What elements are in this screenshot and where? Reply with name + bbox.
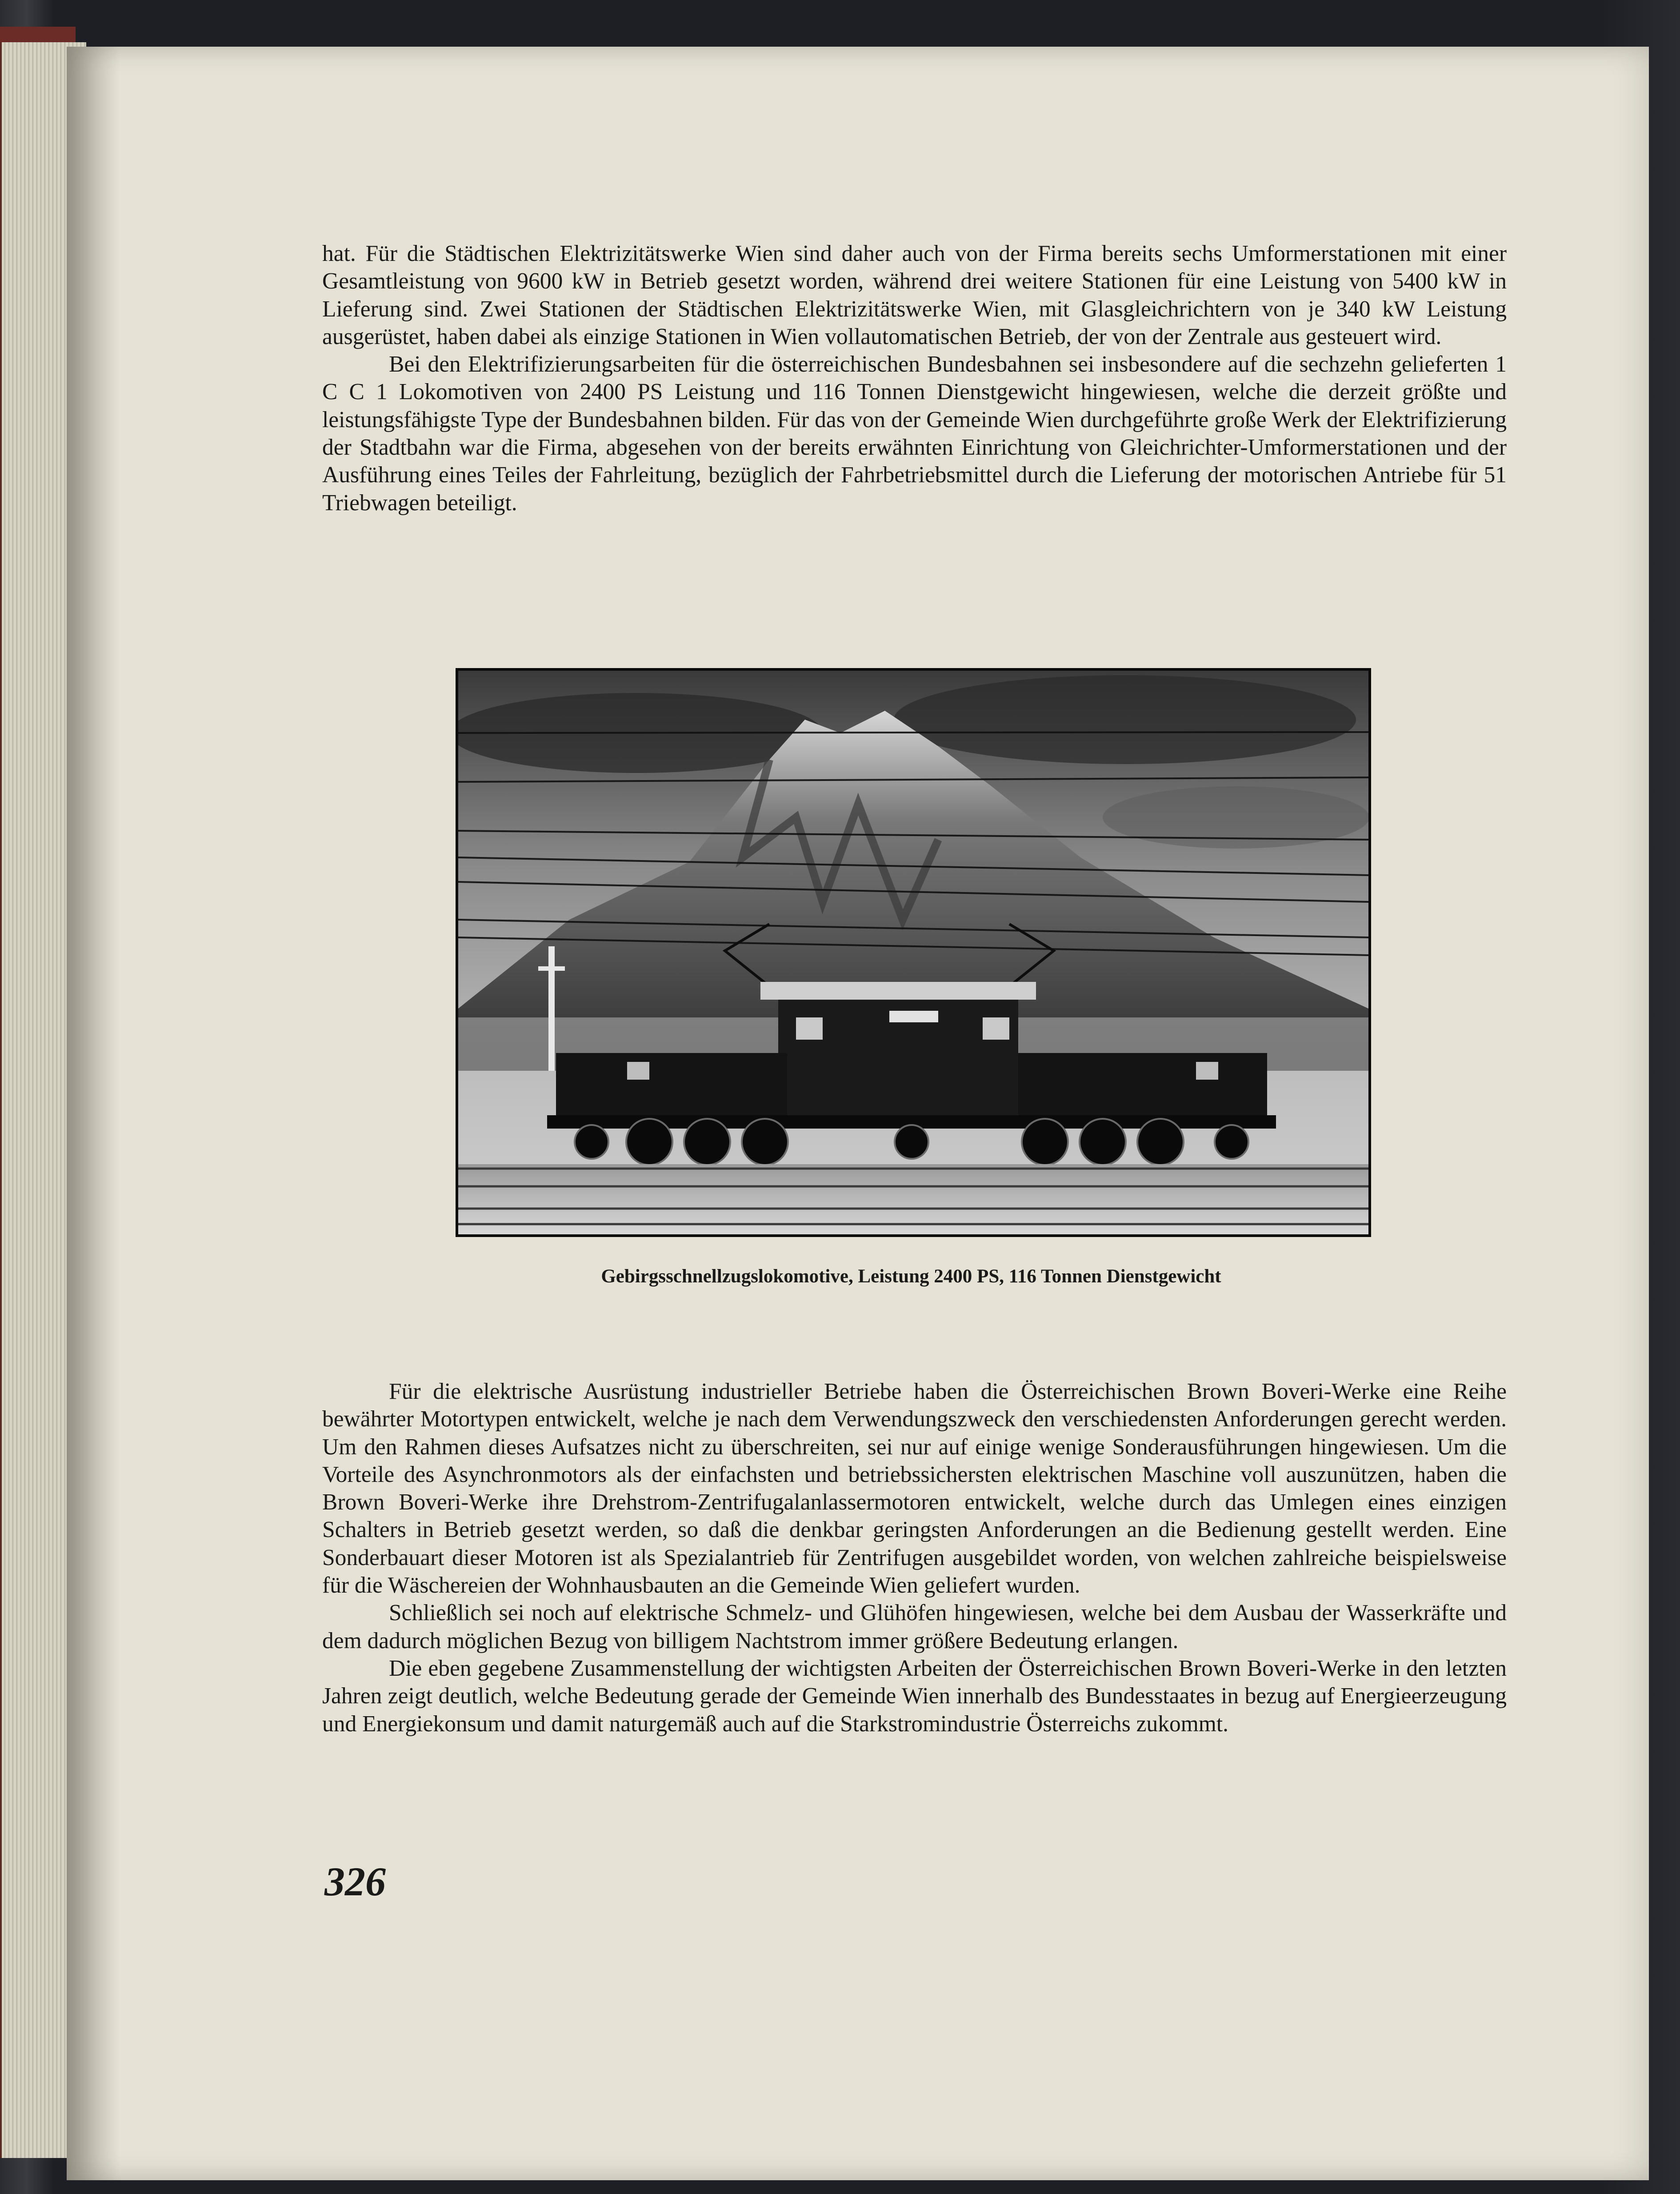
paragraph-railways: Bei den Elektrifizierungsarbeiten für die österreichischen Bundesbahnen sei insbesondere auf die sechzehn gelieferten 1 C C 1 Lokomotiven von 2400 PS Leistung und 116 Tonnen Dienstgewicht hingewiesen, welche die derzeit größte und leistungsfähigste Type der Bundesbahnen bilden. Für das von der Gemeinde Wien durchgeführte große Werk der Elektrifizierung der Stadtbahn war die Firma, abgesehen von der bereits erwähnten Einrichtung von Gleichrichter-Umformerstationen und der Ausführung eines Teiles der Fahrleitung, bezüglich der Fahrbetriebsmittel durch die Lieferung der motorischen Antriebe für 51 Triebwagen beteiligt. xyxy=(322,352,1507,516)
paragraph-summary: Die eben gegebene Zusammenstellung der wichtigsten Arbeiten der Österreichischen Brown Boveri-Werke in den letzten Jahren zeigt deutlich, welche Bedeutung gerade der Gemeinde Wien innerhalb des Bundesstaates in bezug auf Energieerzeugung und Energiekonsum und damit naturgemäß auch auf die Starkstromindustrie Österreichs zukommt. xyxy=(322,1655,1507,1737)
book-binding xyxy=(0,27,76,44)
paragraph-motors: Für die elektrische Ausrüstung industrieller Betriebe haben die Österreichischen Brown Boveri-Werke eine Reihe bewährter Motortypen entwickelt, welche je nach dem Verwendungszweck den verschiedensten Anforderungen gerecht werden. Um den Rahmen dieses Aufsatzes nicht zu überschreiten, sei nur auf einige wenige Sonderausführungen hingewiesen. Um die Vorteile des Asynchronmotors als der einfachsten und betriebssichersten elektrischen Maschine voll auszunützen, haben die Brown Boveri-Werke ihre Drehstrom-Zentrifugalanlassermotoren entwickelt, welche durch das Umlegen eines einzigen Schalters in Betrieb gesetzt werden, so daß die denkbar geringsten Anforderungen an die Bedienung gestellt werden. Eine Sonderbauart dieser Motoren ist als Spezialantrieb für Zentrifugen ausgebildet worden, von welchen zahlreiche beispielsweise für die Wäschereien der Wohnhausbauten an die Gemeinde Wien geliefert wurden. xyxy=(322,1379,1507,1598)
bottom-text-block xyxy=(322,1378,1507,1738)
page-number: 326 xyxy=(324,1859,386,1904)
locomotive-photo-illustration xyxy=(458,671,1368,1234)
locomotive-photo xyxy=(456,668,1371,1237)
figure-caption: Gebirgsschnellzugslokomotive, Leistung 2400 PS, 116 Tonnen Dienstgewicht xyxy=(601,1266,1221,1287)
paragraph-furnaces: Schließlich sei noch auf elektrische Schmelz- und Glühöfen hingewiesen, welche bei dem Ausbau der Wasserkräfte und dem dadurch möglichen Bezug von billigem Nachtstrom immer größere Bedeutung erlangen. xyxy=(322,1600,1507,1654)
gutter-shadow xyxy=(67,47,120,2180)
paragraph-stations: hat. Für die Städtischen Elektrizitätswerke Wien sind daher auch von der Firma bereits sechs Umformerstationen mit einer Gesamtleistung von 9600 kW in Betrieb gesetzt worden, während drei weitere Stationen für eine Leistung von 5400 kW in Lieferung sind. Zwei Stationen der Städtischen Elektrizitätswerke Wien, mit Glasgleichrichtern von je 340 kW Leistung ausgerüstet, haben dabei als einzige Stationen in Wien vollautomatischen Betrieb, der von der Zentrale aus gesteuert wird. xyxy=(322,241,1507,349)
top-text-block xyxy=(322,240,1507,517)
